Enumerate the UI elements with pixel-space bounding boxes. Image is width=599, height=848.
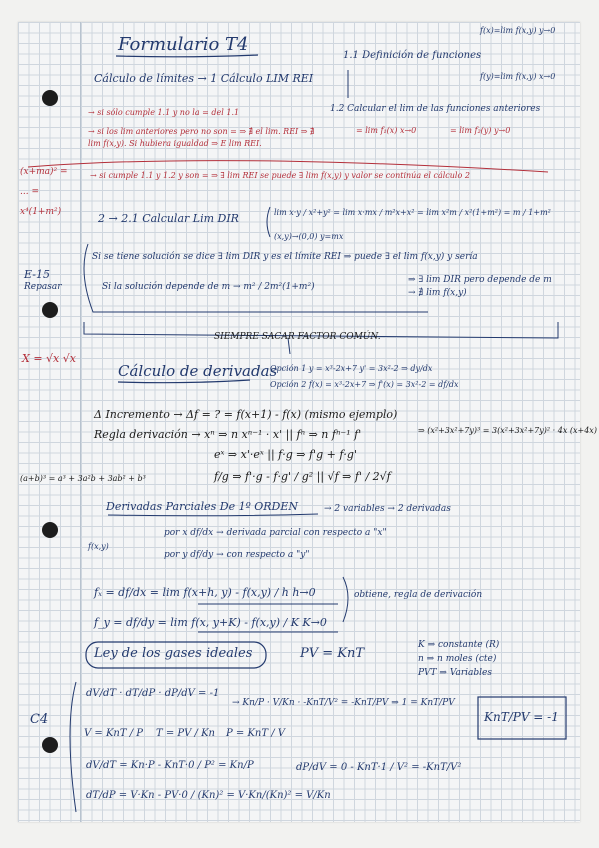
repasar-label: Repasar [24, 282, 62, 292]
red-note-3: → si cumple 1.1 y 1.2 y son = ⇒ ∃ lim REI se puede ∃ lim f(x,y) y valor se continúa el cálculo 2 [90, 171, 470, 180]
v-expression: V = KnT / P [84, 728, 143, 739]
parcial-x: por x df/dx → derivada parcial con respecto a "x" [164, 528, 387, 538]
siempre-note: SIEMPRE SACAR FACTOR COMÚN. [214, 332, 381, 342]
dv-derivative: dV/dT = Kn·P - KnT·0 / P² = Kn/P [86, 760, 254, 771]
parcial-y: por y df/dy → con respecto a "y" [164, 550, 310, 560]
cyclic-rule: dV/dT · dT/dP · dP/dV = -1 [86, 688, 220, 699]
t-expression: T = PV / Kn [156, 728, 215, 739]
left-formula: (x+ma)² = ... = x⁴(1+m²) [20, 167, 68, 217]
dir-label: 2 → 2.1 Calcular Lim DIR [98, 212, 239, 225]
pv-equation: PV = KnT [300, 646, 365, 661]
regla-exp: eˣ ⇒ x'·eˣ || f·g ⇒ f'g + f·g' [214, 448, 357, 461]
e15-label: E-15 [24, 268, 50, 281]
red-note-2: → si los lim anteriores pero no son = ⇒ ∄ el lim. REI ⇒ ∄ lim f(x,y). Si hubiera igualdad ⇒ E lim REI. [88, 127, 315, 148]
calcular-label: 1.2 Calcular el lim de las funciones anteriores [330, 104, 541, 114]
regla-ejemplo: ⇒ (x²+3x²+7y)³ = 3(x²+3x²+7y)² · 4x (x+4x) [418, 426, 597, 435]
p-expression: P = KnT / V [226, 728, 285, 739]
derivadas-heading: Cálculo de derivadas [118, 362, 278, 380]
lim-fx: = lim f₁(x) x→0 [356, 126, 417, 135]
opcion-2: Opción 2 f(x) = x³-2x+7 ⇒ f'(x) = 3x²-2 = df/dx [270, 380, 459, 389]
incremento: Δ Incremento → Δf = ? = f(x+1) - f(x) (mismo ejemplo) [94, 408, 398, 421]
red-note-1: → si sólo cumple 1.1 y no la = del 1.1 [88, 108, 240, 117]
parciales-vars: → 2 variables → 2 derivadas [324, 504, 451, 514]
constante-k: K ⇒ constante (R) [418, 640, 500, 650]
fx-definition: fₓ = df/dx = lim f(x+h, y) - f(x,y) / h h→0 [94, 586, 316, 599]
gases-heading: Ley de los gases ideales [94, 646, 253, 661]
opcion-1: Opción 1 y = x³-2x+7 y' = 3x²-2 ⇒ dy/dx [270, 364, 433, 373]
cyclic-substitution: → Kn/P · V/Kn · -KnT/V² = -KnT/PV ⇒ 1 = KnT/PV [232, 698, 455, 708]
parciales-heading: Derivadas Parciales De 1º ORDEN [106, 500, 299, 513]
solucion-3: ⇒ ∃ lim DIR pero depende de m → ∄ lim f(x,y) [408, 275, 552, 298]
fy-definition: f_y = df/dy = lim f(x, y+K) - f(x,y) / K K→0 [94, 616, 327, 629]
calculo-limites-label: Cálculo de límites → 1 Cálculo LIM REI [94, 72, 314, 85]
moles-n: n ⇒ n moles (cte) [418, 654, 497, 664]
variables-pvt: PVT ⇒ Variables [418, 668, 492, 678]
c4-label: C4 [30, 712, 49, 727]
solucion-2: Si la solución depende de m → m² / 2m²(1+m²) [102, 282, 315, 292]
solucion-1: Si se tiene solución se dice ∃ lim DIR y es el límite REI ⇒ puede ∃ el lim f(x,y) y sería [92, 252, 478, 262]
dp-derivative: dP/dV = 0 - KnT·1 / V² = -KnT/V² [296, 762, 462, 773]
topright-formula-2: f(y)=lim f(x,y) x→0 [480, 72, 556, 81]
notebook-page [18, 22, 597, 822]
obtener-note: obtiene, regla de derivación [354, 590, 483, 600]
page-title: Formulario T4 [118, 34, 249, 55]
fxy-label: f(x,y) [88, 542, 109, 551]
regla-div: f/g ⇒ f'·g - f·g' / g² || √f ⇒ f' / 2√f [214, 470, 391, 483]
cyclic-result: KnT/PV = -1 [484, 710, 559, 724]
regla-derivacion: Regla derivación → xⁿ ⇒ n xⁿ⁻¹ · x' || fⁿ ⇒ n fⁿ⁻¹ f' [94, 428, 362, 441]
dir-formula: lim x·y / x²+y² = lim x·mx / m²x+x² = lim x²m / x²(1+m²) = m / 1+m² [274, 208, 551, 217]
dt-derivative: dT/dP = V·Kn - PV·0 / (Kn)² = V·Kn/(Kn)² = V/Kn [86, 790, 331, 801]
binomio: (a+b)³ = a³ + 3a²b + 3ab² + b³ [20, 474, 146, 483]
sqrt-note: X = √x √x [22, 352, 76, 365]
definicion-label: 1.1 Definición de funciones [343, 50, 482, 61]
topright-formula-1: f(x)=lim f(x,y) y→0 [480, 26, 556, 35]
lim-fy: = lim f₂(y) y→0 [450, 126, 511, 135]
dir-limit-sub: (x,y)→(0,0) y=mx [274, 232, 344, 241]
